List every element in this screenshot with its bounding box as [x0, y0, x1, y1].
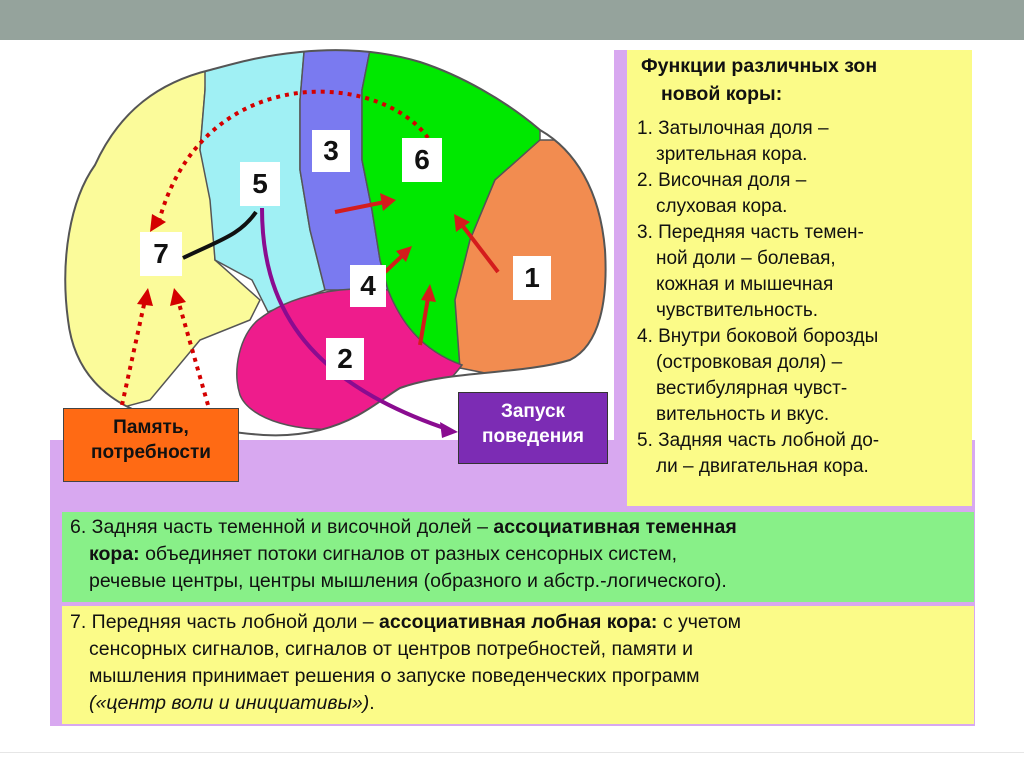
item6-bold1: ассоциативная теменная	[493, 516, 737, 538]
item6-line3: речевые центры, центры мышления (образного и абстр.-логического).	[89, 570, 727, 592]
association-frontal-panel	[62, 606, 974, 724]
function-item-4-line3: вестибулярная чувст-	[656, 378, 848, 399]
zone-number-2: 2	[326, 338, 364, 380]
item6-prefix: 6. Задняя часть теменной и височной долей –	[70, 516, 494, 538]
brain-diagram	[0, 40, 620, 440]
item7-line4-end: .	[369, 692, 375, 714]
function-item-3	[637, 220, 962, 324]
function-item-3-line4: чувствительность.	[656, 300, 819, 321]
function-item-2-line2: слуховая кора.	[656, 196, 788, 217]
item7-line1	[70, 609, 966, 636]
function-item-5-line1: 5. Задняя часть лобной до-	[637, 430, 880, 451]
item7-bold: ассоциативная лобная кора:	[379, 611, 658, 633]
function-item-1-line2: зрительная кора.	[656, 144, 808, 165]
zone-number-6: 6	[402, 138, 442, 182]
function-item-4-line1: 4. Внутри боковой борозды	[637, 326, 879, 347]
functions-title	[641, 52, 962, 108]
zone-number-1: 1	[513, 256, 551, 300]
zone-number-7: 7	[140, 232, 182, 276]
function-item-4	[637, 324, 962, 428]
function-item-3-line1: 3. Передняя часть темен-	[637, 222, 864, 243]
item6-bold2: кора:	[89, 543, 140, 565]
function-item-3-line2: ной доли – болевая,	[656, 248, 836, 269]
function-item-2-line1: 2. Височная доля –	[637, 170, 807, 191]
launch-label-line2: поведения	[482, 426, 584, 447]
item7-italic: («центр воли и инициативы»)	[89, 692, 370, 714]
item7-prefix: 7. Передняя часть лобной доли –	[70, 611, 380, 633]
zone-number-5: 5	[240, 162, 280, 206]
launch-behavior-box	[458, 392, 608, 464]
top-bar	[0, 0, 1024, 40]
memory-label-line1: Память,	[113, 417, 189, 438]
item6-line1	[70, 514, 966, 541]
association-parietal-panel	[62, 512, 974, 602]
launch-label-line1: Запуск	[500, 401, 566, 422]
zone-number-4: 4	[350, 265, 386, 307]
launch-arrowhead	[440, 422, 458, 438]
function-item-3-line3: кожная и мышечная	[656, 274, 834, 295]
item7-line2: сенсорных сигналов, сигналов от центров потребностей, памяти и	[89, 638, 693, 660]
zone-number-3: 3	[312, 130, 350, 172]
function-item-4-line2: (островковая доля) –	[656, 352, 843, 373]
function-item-5-line2: ли – двигательная кора.	[656, 456, 869, 477]
function-item-1	[637, 116, 962, 168]
function-item-1-line1: 1. Затылочная доля –	[637, 118, 829, 139]
functions-title-line1: Функции различных зон	[641, 55, 878, 77]
item6-line2-rest: объединяет потоки сигналов от разных сенсорных систем,	[139, 543, 678, 565]
function-item-2	[637, 168, 962, 220]
item6-line2	[70, 541, 966, 568]
memory-label-line2: потребности	[91, 442, 211, 463]
item7-line4	[70, 690, 966, 717]
item7-line3: мышления принимает решения о запуске поведенческих программ	[89, 665, 700, 687]
memory-needs-box	[63, 408, 239, 482]
item7-line1-rest: с учетом	[657, 611, 742, 633]
functions-title-line2: новой коры:	[661, 83, 783, 105]
function-item-4-line4: вительность и вкус.	[656, 404, 830, 425]
functions-panel	[627, 50, 972, 506]
function-item-5	[637, 428, 962, 480]
bottom-divider	[0, 752, 1024, 753]
